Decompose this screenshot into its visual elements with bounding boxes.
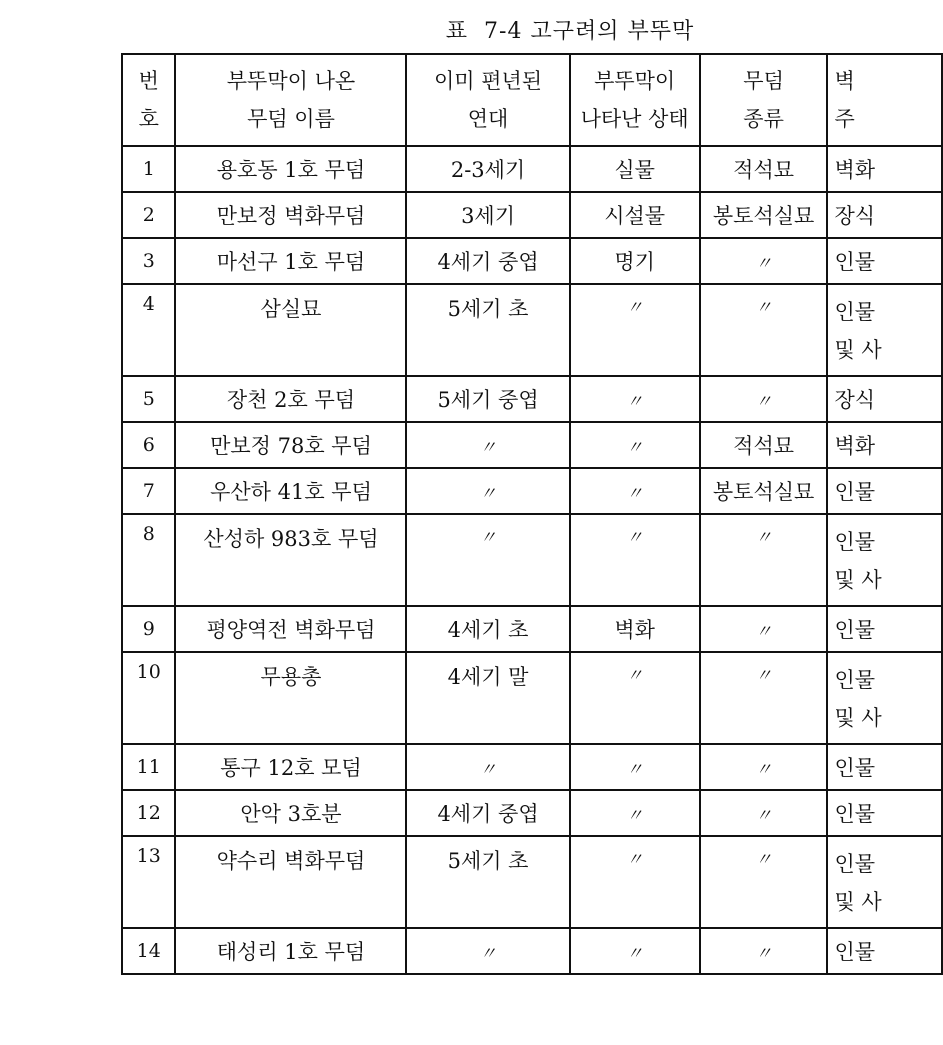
cell-no: 14 xyxy=(122,928,175,974)
cell-extra xyxy=(827,238,942,284)
cell-type: 〃 xyxy=(700,928,828,974)
cell-type: 〃 xyxy=(700,284,828,376)
cell-date: 5세기 초 xyxy=(406,836,569,928)
cell-no: 13 xyxy=(122,836,175,928)
cell-tomb: 만보정 78호 무덤 xyxy=(175,422,406,468)
cell-date: 4세기 초 xyxy=(406,606,569,652)
cell-tomb: 무용총 xyxy=(175,652,406,744)
cell-extra xyxy=(827,606,942,652)
cell-extra-line: 인물 xyxy=(834,802,876,826)
cell-no: 11 xyxy=(122,744,175,790)
header-no: 번 호 xyxy=(122,54,175,146)
cell-extra-line: 인물 xyxy=(834,940,876,964)
cell-tomb: 안악 3호분 xyxy=(175,790,406,836)
cell-type: 〃 xyxy=(700,238,828,284)
cell-extra xyxy=(827,422,942,468)
cell-extra xyxy=(827,652,942,744)
cell-extra xyxy=(827,376,942,422)
cell-type: 〃 xyxy=(700,836,828,928)
cell-extra-line: 장식 xyxy=(834,388,876,412)
header-state: 부뚜막이 나타난 상태 xyxy=(570,54,700,146)
cell-type: 〃 xyxy=(700,744,828,790)
cell-state: 〃 xyxy=(570,928,700,974)
cell-no: 2 xyxy=(122,192,175,238)
cell-date: 2-3세기 xyxy=(406,146,569,192)
cell-extra-line: 및 사 xyxy=(834,706,882,730)
header-date: 이미 편년된 연대 xyxy=(406,54,569,146)
cell-extra-line: 벽화 xyxy=(834,434,876,458)
cell-tomb: 산성하 983호 무덤 xyxy=(175,514,406,606)
cell-date: 5세기 중엽 xyxy=(406,376,569,422)
cell-tomb: 우산하 41호 무덤 xyxy=(175,468,406,514)
cell-extra xyxy=(827,836,942,928)
cell-state: 벽화 xyxy=(570,606,700,652)
table-title: 표 7-4 고구려의 부뚜막 xyxy=(445,19,695,44)
cell-state: 〃 xyxy=(570,652,700,744)
cell-extra-line: 인물 xyxy=(834,618,876,642)
cell-tomb: 삼실묘 xyxy=(175,284,406,376)
cell-tomb: 통구 12호 모덤 xyxy=(175,744,406,790)
cell-date: 4세기 중엽 xyxy=(406,238,569,284)
cell-date: 〃 xyxy=(406,422,569,468)
table-row xyxy=(122,836,942,928)
cell-date: 4세기 중엽 xyxy=(406,790,569,836)
cell-tomb: 장천 2호 무덤 xyxy=(175,376,406,422)
cell-tomb: 마선구 1호 무덤 xyxy=(175,238,406,284)
header-row xyxy=(122,54,942,146)
cell-state: 실물 xyxy=(570,146,700,192)
cell-state: 〃 xyxy=(570,790,700,836)
table-row xyxy=(122,376,942,422)
cell-no: 1 xyxy=(122,146,175,192)
cell-extra-line: 인물 xyxy=(834,530,876,554)
cell-tomb: 태성리 1호 무덤 xyxy=(175,928,406,974)
cell-extra-line: 및 사 xyxy=(834,890,882,914)
header-tomb: 부뚜막이 나온 무덤 이름 xyxy=(175,54,406,146)
cell-date: 〃 xyxy=(406,928,569,974)
cell-state: 〃 xyxy=(570,744,700,790)
cell-no: 5 xyxy=(122,376,175,422)
cell-extra-line: 인물 xyxy=(834,250,876,274)
table-row xyxy=(122,238,942,284)
cell-extra xyxy=(827,146,942,192)
table-row xyxy=(122,606,942,652)
table-body xyxy=(122,146,942,974)
table-row xyxy=(122,146,942,192)
cell-no: 6 xyxy=(122,422,175,468)
cell-date: 5세기 초 xyxy=(406,284,569,376)
cell-state: 명기 xyxy=(570,238,700,284)
cell-extra-line: 장식 xyxy=(834,204,876,228)
cell-extra xyxy=(827,790,942,836)
cell-extra-line: 및 사 xyxy=(834,338,882,362)
cell-no: 8 xyxy=(122,514,175,606)
cell-type: 〃 xyxy=(700,606,828,652)
cell-date: 〃 xyxy=(406,514,569,606)
header-type: 무덤 종류 xyxy=(700,54,828,146)
cell-tomb: 약수리 벽화무덤 xyxy=(175,836,406,928)
cell-extra xyxy=(827,928,942,974)
cell-date: 〃 xyxy=(406,744,569,790)
cell-tomb: 만보정 벽화무덤 xyxy=(175,192,406,238)
cell-extra xyxy=(827,192,942,238)
cell-type: 〃 xyxy=(700,652,828,744)
cell-type: 적석묘 xyxy=(700,422,828,468)
cell-no: 9 xyxy=(122,606,175,652)
table-row xyxy=(122,928,942,974)
cell-no: 10 xyxy=(122,652,175,744)
cell-no: 3 xyxy=(122,238,175,284)
cell-type: 봉토석실묘 xyxy=(700,192,828,238)
cell-type: 〃 xyxy=(700,514,828,606)
cell-extra-line: 인물 xyxy=(834,852,876,876)
cell-state: 〃 xyxy=(570,468,700,514)
table-row xyxy=(122,790,942,836)
table-row xyxy=(122,744,942,790)
table-row xyxy=(122,192,942,238)
cell-tomb: 평양역전 벽화무덤 xyxy=(175,606,406,652)
cell-date: 〃 xyxy=(406,468,569,514)
cell-date: 4세기 말 xyxy=(406,652,569,744)
cell-state: 〃 xyxy=(570,514,700,606)
table-row xyxy=(122,468,942,514)
cell-extra xyxy=(827,468,942,514)
cell-type: 〃 xyxy=(700,790,828,836)
cell-state: 〃 xyxy=(570,376,700,422)
header-extra: 벽 주 xyxy=(827,54,942,146)
cell-extra-line: 인물 xyxy=(834,480,876,504)
cell-type: 〃 xyxy=(700,376,828,422)
cell-extra xyxy=(827,514,942,606)
cell-extra xyxy=(827,744,942,790)
cell-tomb: 용호동 1호 무덤 xyxy=(175,146,406,192)
cell-no: 12 xyxy=(122,790,175,836)
tomb-table xyxy=(121,53,943,975)
cell-extra-line: 인물 xyxy=(834,300,876,324)
cell-no: 7 xyxy=(122,468,175,514)
table-row xyxy=(122,284,942,376)
cell-state: 〃 xyxy=(570,284,700,376)
cell-extra-line: 인물 xyxy=(834,756,876,780)
cell-type: 봉토석실묘 xyxy=(700,468,828,514)
cell-state: 〃 xyxy=(570,836,700,928)
cell-state: 〃 xyxy=(570,422,700,468)
table-row xyxy=(122,514,942,606)
cell-extra xyxy=(827,284,942,376)
cell-extra-line: 및 사 xyxy=(834,568,882,592)
cell-extra-line: 벽화 xyxy=(834,158,876,182)
table-row xyxy=(122,652,942,744)
cell-date: 3세기 xyxy=(406,192,569,238)
cell-type: 적석묘 xyxy=(700,146,828,192)
cell-no: 4 xyxy=(122,284,175,376)
cell-extra-line: 인물 xyxy=(834,668,876,692)
table-row xyxy=(122,422,942,468)
cell-state: 시설물 xyxy=(570,192,700,238)
